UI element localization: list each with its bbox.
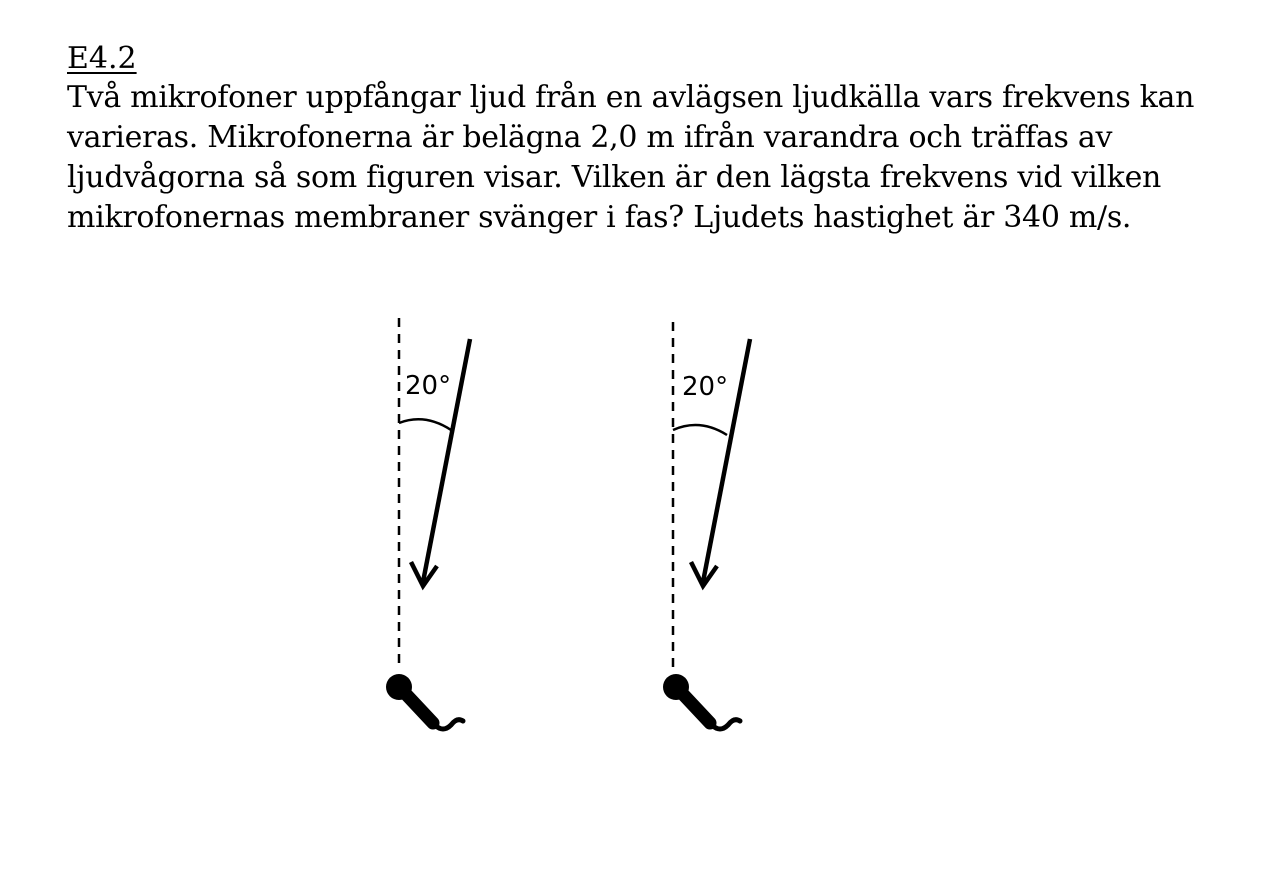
microphone-icon: [386, 674, 463, 729]
problem-text-line: mikrofonernas membraner svänger i fas? Ljudets hastighet är 340 m/s.: [67, 200, 1132, 235]
angle-arc: [673, 425, 727, 435]
angle-label: 20°: [682, 372, 729, 402]
microphone-icon: [663, 674, 740, 729]
problem-text-line: ljudvågorna så som figuren visar. Vilken är den lägsta frekvens vid vilken: [67, 160, 1162, 195]
microphone-group-left: [386, 318, 470, 729]
microphone-group-right: [663, 322, 750, 729]
problem-text-line: varieras. Mikrofonerna är belägna 2,0 m ifrån varandra och träffas av: [67, 120, 1113, 155]
angle-arc: [399, 419, 451, 430]
problem-id: E4.2: [67, 41, 137, 76]
angle-label: 20°: [405, 371, 452, 401]
problem-text-line: Två mikrofoner uppfångar ljud från en avlägsen ljudkälla vars frekvens kan: [67, 80, 1195, 115]
